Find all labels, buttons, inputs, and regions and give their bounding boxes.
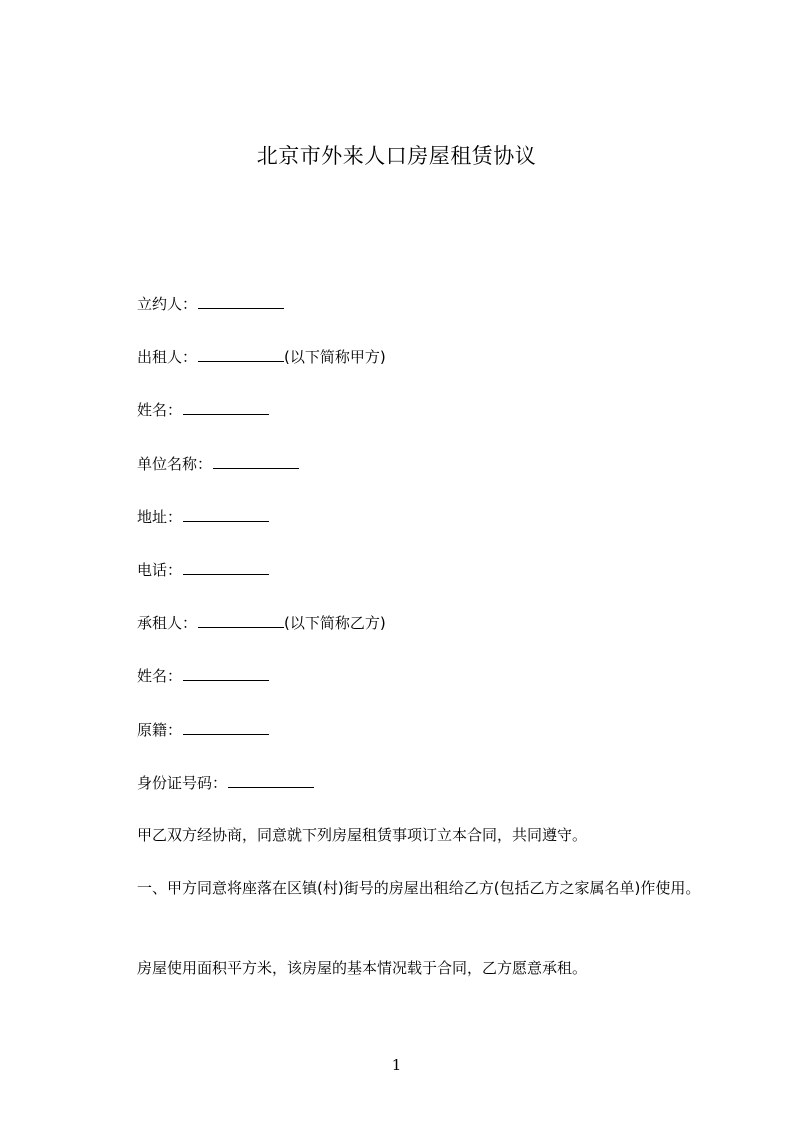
field-suffix: (以下简称乙方) xyxy=(284,614,386,632)
page-number: 1 xyxy=(391,1056,402,1074)
blank-line xyxy=(198,345,284,362)
blank-line xyxy=(183,398,269,415)
field-label: 身份证号码： xyxy=(137,774,228,792)
paragraph-text: 一、甲方同意将座落在区镇(村)街号的房屋出租给乙方(包括乙方之家属名单)作使用。 xyxy=(137,879,701,897)
paragraph-intro xyxy=(105,824,705,846)
paragraph-text: 甲乙双方经协商，同意就下列房屋租赁事项订立本合同，共同遵守。 xyxy=(137,826,588,844)
field-lessor xyxy=(137,345,386,368)
field-label: 单位名称： xyxy=(137,455,213,473)
field-lessor-name xyxy=(137,398,269,421)
blank-line xyxy=(183,718,269,735)
field-phone xyxy=(137,558,269,581)
field-lessee-name xyxy=(137,664,269,687)
blank-line xyxy=(183,558,269,575)
blank-line xyxy=(183,664,269,681)
paragraph-clause-1 xyxy=(105,877,705,899)
field-origin xyxy=(137,718,269,741)
field-label: 地址： xyxy=(137,508,183,526)
document-title: 北京市外来人口房屋租赁协议 xyxy=(256,144,537,168)
field-label: 立约人： xyxy=(137,295,198,313)
field-party xyxy=(137,292,284,315)
field-lessee xyxy=(137,611,386,634)
field-suffix: (以下简称甲方) xyxy=(284,348,386,366)
field-label: 电话： xyxy=(137,561,183,579)
blank-line xyxy=(228,771,314,788)
field-address xyxy=(137,505,269,528)
field-label: 出租人： xyxy=(137,348,198,366)
field-id-number xyxy=(137,771,314,794)
field-label: 承租人： xyxy=(137,614,198,632)
blank-line xyxy=(198,611,284,628)
field-unit-name xyxy=(137,452,299,475)
paragraph-text: 房屋使用面积平方米，该房屋的基本情况载于合同，乙方愿意承租。 xyxy=(137,959,588,977)
paragraph-area xyxy=(105,957,705,979)
field-label: 姓名： xyxy=(137,667,183,685)
blank-line xyxy=(213,452,299,469)
blank-line xyxy=(183,505,269,522)
field-label: 原籍： xyxy=(137,721,183,739)
field-label: 姓名： xyxy=(137,401,183,419)
blank-line xyxy=(198,292,284,309)
